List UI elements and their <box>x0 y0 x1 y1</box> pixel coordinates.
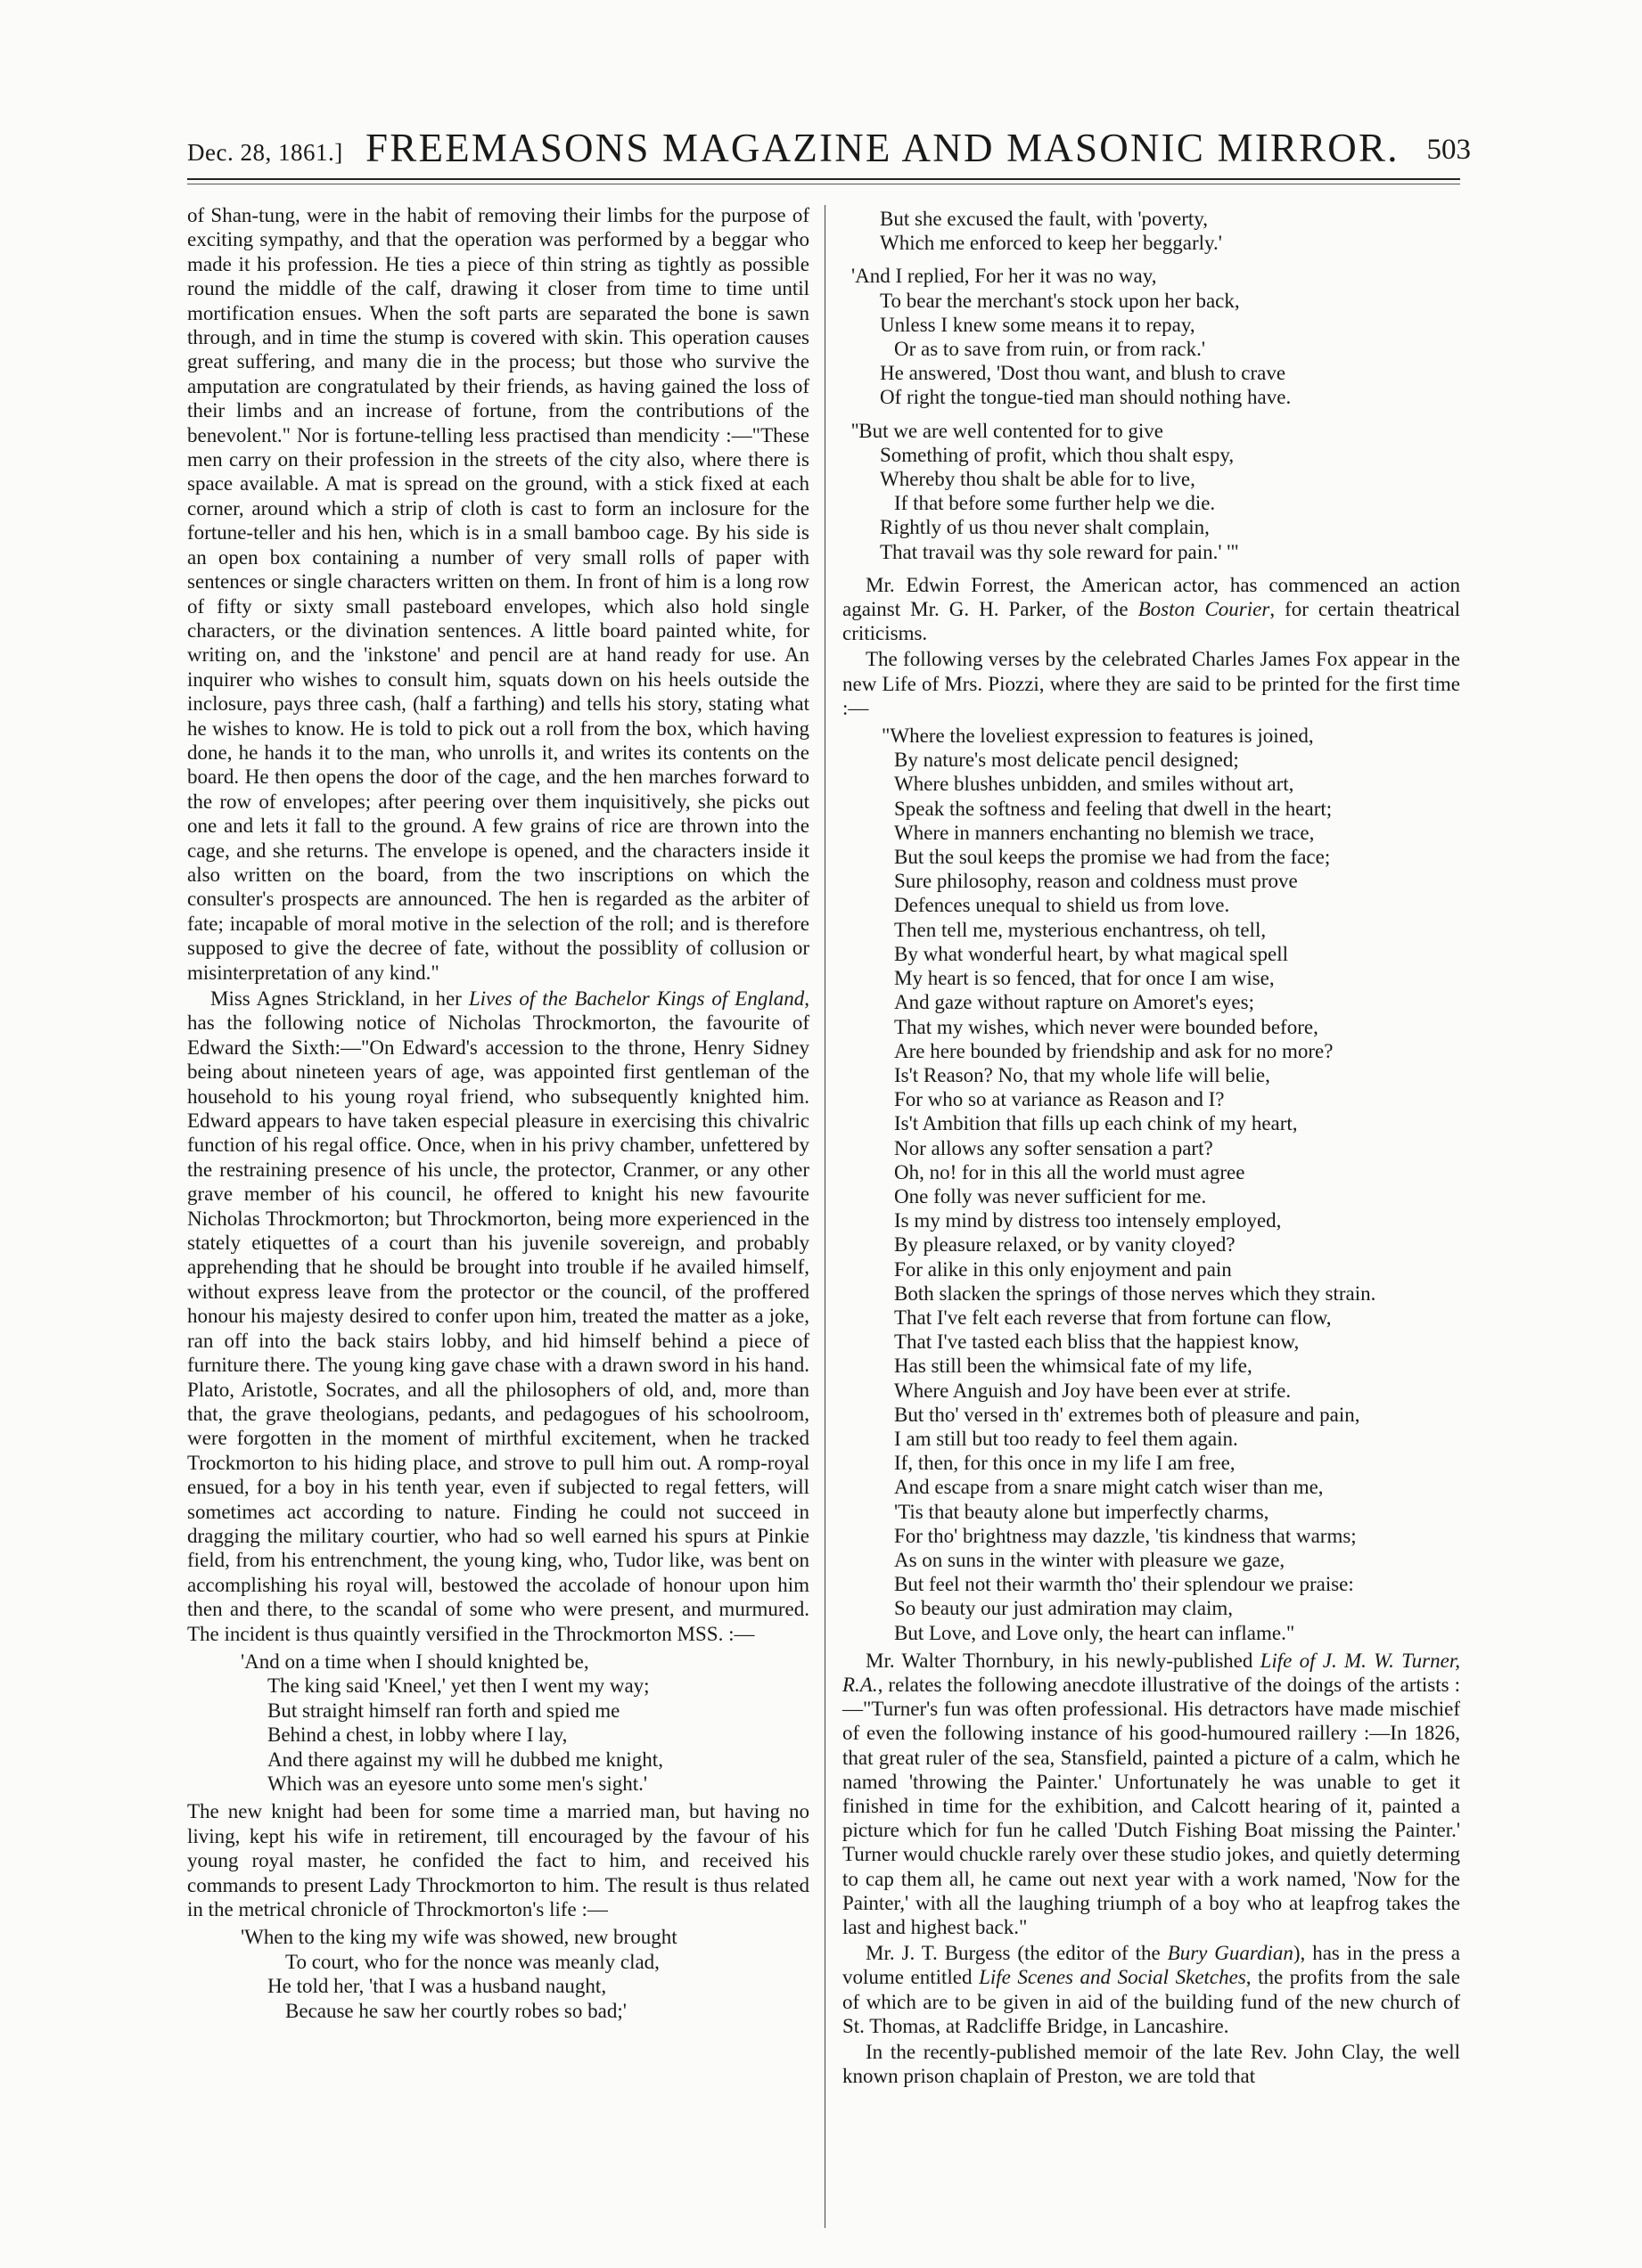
verse-line: By what wonderful heart, by what magical spell <box>894 942 1288 965</box>
book-title: Lives of the Bachelor Kings of England <box>468 987 805 1010</box>
verse-line: Whereby thou shalt be able for to live, <box>880 468 1195 491</box>
verse-line: 'Tis that beauty alone but imperfectly charms, <box>894 1500 1269 1523</box>
verse-line: Is my mind by distress too intensely employed, <box>894 1209 1282 1232</box>
paragraph-text: , relates the following anecdote illustrative of the doings of the artists :—"Turner's fun was often professional. His detractors have made mischief of even the following instance of his good-humoured raillery :—In 1826, that great ruler of the sea, Stansfield, painted a picture of a calm, which he named 'throwing the Painter.' Unfortunately he was unable to get it finished in time for the exhibition, and Calcott hearing of it, painted a picture which for fun he called 'Dutch Fishing Boat missing the Painter.' Turner would chuckle rarely over these studio jokes, and quietly determing to cap them all, he came out next year with a work named, 'Now for the Painter,' with all the laughing triumph of a boy who at leapfrog takes the last and highest back." <box>842 1673 1460 1939</box>
verse-line: That my wishes, which never were bounded before, <box>894 1015 1318 1038</box>
paragraph-clay: In the recently-published memoir of the late Rev. John Clay, the well known prison chaplain of Preston, we are told that <box>842 2041 1460 2088</box>
verse-line: Defences unequal to shield us from love. <box>894 894 1230 917</box>
verse-line: I am still but too ready to feel them again. <box>894 1427 1238 1450</box>
masthead-rule-thick <box>187 178 1460 180</box>
publication-title: FREEMASONS MAGAZINE AND MASONIC MIRROR. <box>365 126 1400 170</box>
verse-line: And there against my will he dubbed me knight, <box>267 1748 663 1771</box>
verse-line: Because he saw her courtly robes so bad;' <box>285 1999 627 2022</box>
verse-line: By pleasure relaxed, or by vanity cloyed? <box>894 1233 1236 1257</box>
verse-line: But she excused the fault, with 'poverty, <box>880 208 1209 230</box>
verse-line: That travail was thy sole reward for pain.' '" <box>880 540 1239 563</box>
page-number: 503 <box>1426 134 1471 166</box>
verse-stanza-poverty <box>842 207 1460 255</box>
verse-line: One folly was never sufficient for me. <box>894 1184 1207 1208</box>
verse-line: 'And on a time when I should knighted be, <box>241 1650 589 1673</box>
book-title: Life Scenes and Social Sketches <box>979 1966 1246 1989</box>
verse-line: Oh, no! for in this all the world must agree <box>894 1160 1245 1183</box>
verse-line: But tho' versed in th' extremes both of pleasure and pain, <box>894 1403 1360 1426</box>
verse-line: The king said 'Kneel,' yet then I went my way; <box>267 1674 650 1698</box>
verse-line: And escape from a snare might catch wiser than me, <box>894 1476 1324 1499</box>
verse-line: Rightly of us thou never shalt complain, <box>880 516 1210 539</box>
verse-line: Are here bounded by friendship and ask for no more? <box>894 1039 1334 1062</box>
issue-date: Dec. 28, 1861.] <box>187 139 343 166</box>
paragraph-text: Mr. J. T. Burgess (the editor of the <box>866 1942 1168 1965</box>
verse-line: To court, who for the nonce was meanly clad, <box>285 1950 660 1973</box>
paragraph-text: , the profits from the sale of which are to be given in aid of the building fund of the new church of St. Thomas, at Radcliffe Bridge, in Lancashire. <box>842 1966 1461 2037</box>
verse-line: By nature's most delicate pencil designed; <box>894 749 1239 772</box>
verse-line: Has still been the whimsical fate of my life, <box>894 1355 1252 1378</box>
paragraph-text: , for certain theatrical criticisms. <box>842 598 1460 645</box>
verse-line: If that before some further help we die. <box>894 492 1216 515</box>
verse-line: For who so at variance as Reason and I? <box>894 1088 1225 1111</box>
verse-line: Where in manners enchanting no blemish we trace, <box>894 821 1315 844</box>
verse-line: Then tell me, mysterious enchantress, oh tell, <box>894 918 1267 941</box>
verse-stanza-replied <box>842 264 1460 409</box>
masthead <box>187 123 1471 176</box>
verse-line: Or as to save from ruin, or from rack.' <box>894 338 1206 361</box>
verse-line: As on suns in the winter with pleasure we gaze, <box>894 1548 1285 1571</box>
verse-line: ''But we are well contented for to give <box>851 419 1163 442</box>
book-title: Life of J. M. W. Turner, R.A. <box>842 1649 1460 1696</box>
verse-line: Behind a chest, in lobby where I lay, <box>267 1724 568 1747</box>
verse-line: Speak the softness and feeling that dwell in the heart; <box>894 797 1333 820</box>
verse-line: Where Anguish and Joy have been ever at strife. <box>894 1379 1292 1402</box>
verse-line: Where blushes unbidden, and smiles without art, <box>894 773 1294 796</box>
right-column <box>842 203 1460 2088</box>
paragraph-text: Mr. Edwin Forrest, the American actor, has commenced an action against Mr. G. H. Parker, of the <box>842 573 1460 621</box>
verse-line: For alike in this only enjoyment and pain <box>894 1257 1232 1281</box>
paragraph-text: Miss Agnes Strickland, in her <box>210 987 469 1010</box>
verse-line: He told her, 'that I was a husband naught, <box>267 1975 607 1998</box>
verse-line: Which me enforced to keep her beggarly.' <box>880 232 1222 255</box>
paragraph-forrest <box>842 573 1460 646</box>
paragraph-text: ), has in the press a volume entitled <box>842 1942 1461 1989</box>
paragraph-fox-intro: The following verses by the celebrated Charles James Fox appear in the new Life of Mrs. Piozzi, where they are said to be printed for the first time :— <box>842 648 1460 719</box>
paragraph-shantung-beggars: of Shan-tung, were in the habit of removing their limbs for the purpose of exciting sympathy, and that the operation was performed by a beggar who made it his profession. He ties a piece of thin string as tightly as possible round the middle of the calf, drawing it closer from time to time until mortification ensues. When the soft parts are separated the bone is sawn through, and in time the stump is covered with skin. This operation causes great suffering, and many die in the process; but those who survive the amputation are congratulated by their friends, as having gained the loss of their limbs and an increase of fortune, from the contributions of the benevolent." Nor is fortune-telling less practised than mendicity :—"These men carry on their profession in the streets of the city also, where there is space available. A mat is spread on the ground, with a stick fixed at each corner, around which a strip of cloth is cast to form an inclosure for the fortune-teller and his hen, which is in a small bamboo cage. By his side is an open box containing a number of very small rolls of paper with sentences or single characters written on them. In front of him is a long row of fifty or sixty small pasteboard envelopes, which also hold single characters, or the divination sentences. A little board painted white, for writing on, and the 'inkstone' and pencil are at hand ready for use. An inquirer who wishes to consult him, squats down on his heels outside the inclosure, pays three cash, (half a farthing) and tells his story, stating what he wishes to know. He is told to pick out a roll from the box, which having done, he hands it to the man, who unrolls it, and writes its contents on the board. He then opens the door of the cage, and the hen marches forward to the row of envelopes; after peering over them inquisitively, she picks out one and lets it fall to the ground. A few grains of rice are thrown into the cage, and she returns. The envelope is opened, and the characters inside it also written on the board, from the two inscriptions on which the consulter's prospects are announced. The hen is regarded as the arbiter of fate; incapable of moral motive in the selection of the roll; and is therefore supposed to give the decree of fate, without the possiblity of collusion or misinterpretation of any kind." <box>187 204 809 984</box>
paragraph-burgess <box>842 1941 1460 2038</box>
verse-line: Both slacken the springs of those nerves which they strain. <box>894 1281 1376 1305</box>
verse-throckmorton-knighting <box>187 1650 809 1796</box>
verse-throckmorton-wife <box>187 1925 809 2023</box>
verse-stanza-contented <box>842 419 1460 564</box>
paragraph-text: Mr. Walter Thornbury, in his newly-published <box>866 1649 1260 1672</box>
paragraph-text: , has the following notice of Nicholas Throckmorton, the favourite of Edward the Sixth:—"On Edward's accession to the throne, Henry Sidney being about nineteen years of age, was appointed first gentleman of the household to his young royal friend, who subsequently knighted him. Edward appears to have taken especial pleasure in exercising this chivalric function of his regal office. Once, when in his privy chamber, unfettered by the restraining presence of his uncle, the protector, Cranmer, or any other grave member of his council, he offered to knight his new favourite Nicholas Throckmorton; but Throckmorton, being more experienced in the stately etiquettes of a court than his juvenile sovereign, and probably apprehending that he should be brought into trouble if he availed himself, without express leave from the protector or the council, of the proffered honour his majesty desired to confer upon him, treated the matter as a joke, ran off into the back stairs lobby, and hid himself behind a piece of furniture there. The young king gave chase with a drawn sword in his hand. Plato, Aristotle, Socrates, and all the philosophers of old, and, more than that, the grave theologians, pedants, and pedagogues of his schoolroom, were forgotten in the moment of mirthful excitement, when he tracked Trockmorton to his hiding place, and strove to pull him out. A romp-royal ensued, for a boy in his tenth year, even if subjected to regal fetters, will sometimes act according to nature. Finding he could not succeed in dragging the military courtier, who had so well earned his spurs at Pinkie field, from his entrenchment, the young king, who, Tudor like, was bent on accomplishing his royal will, bestowed the accolade of honour upon him then and there, to the scandal of some who were present, and murmured. The incident is thus quaintly versified in the Throckmorton MSS. :— <box>187 987 810 1645</box>
paragraph-strickland <box>187 987 809 1646</box>
paragraph-thornbury <box>842 1649 1460 1939</box>
verse-line: That I've felt each reverse that from fortune can flow, <box>894 1306 1332 1329</box>
verse-line: Which was an eyesore unto some men's sight.' <box>267 1773 648 1795</box>
verse-line: Is't Ambition that fills up each chink of my heart, <box>894 1112 1298 1135</box>
newspaper-title: Bury Guardian <box>1167 1942 1293 1965</box>
newspaper-title: Boston Courier <box>1137 598 1270 621</box>
verse-line: But feel not their warmth tho' their splendour we praise: <box>894 1573 1354 1596</box>
verse-line: So beauty our just admiration may claim, <box>894 1597 1234 1620</box>
verse-line: He answered, 'Dost thou want, and blush to crave <box>880 362 1286 385</box>
left-column <box>187 203 809 2026</box>
verse-line: Something of profit, which thou shalt espy, <box>880 443 1235 466</box>
verse-line: Unless I knew some means it to repay, <box>880 313 1195 336</box>
verse-line: But Love, and Love only, the heart can inflame." <box>894 1621 1295 1644</box>
verse-line: But the soul keeps the promise we had from the face; <box>894 846 1331 869</box>
verse-line: "Where the loveliest expression to features is joined, <box>882 725 1314 748</box>
verse-line: Nor allows any softer sensation a part? <box>894 1136 1213 1159</box>
verse-line: 'And I replied, For her it was no way, <box>851 265 1157 288</box>
paragraph-new-knight: The new knight had been for some time a married man, but having no living, kept his wife in retirement, till encouraged by the favour of his young royal master, he confided the fact to him, and received his commands to present Lady Throckmorton to him. The result is thus related in the metrical chronicle of Throckmorton's life :— <box>187 1800 809 1921</box>
verse-line: To bear the merchant's stock upon her back, <box>880 289 1240 312</box>
verse-line: And gaze without rapture on Amoret's eyes; <box>894 991 1254 1014</box>
verse-line: For tho' brightness may dazzle, 'tis kindness that warms; <box>894 1524 1357 1547</box>
verse-line: But straight himself ran forth and spied me <box>267 1699 620 1722</box>
verse-line: If, then, for this once in my life I am free, <box>894 1452 1236 1475</box>
verse-line: Of right the tongue-tied man should nothing have. <box>880 386 1292 409</box>
verse-line: Is't Reason? No, that my whole life will belie, <box>894 1063 1270 1086</box>
verse-line: Sure philosophy, reason and coldness must prove <box>894 870 1298 893</box>
verse-line: My heart is so fenced, that for once I am wise, <box>894 967 1275 990</box>
verse-fox <box>842 724 1460 1645</box>
verse-line: That I've tasted each bliss that the happiest know, <box>894 1331 1300 1354</box>
verse-line: 'When to the king my wife was showed, new brought <box>241 1926 677 1949</box>
